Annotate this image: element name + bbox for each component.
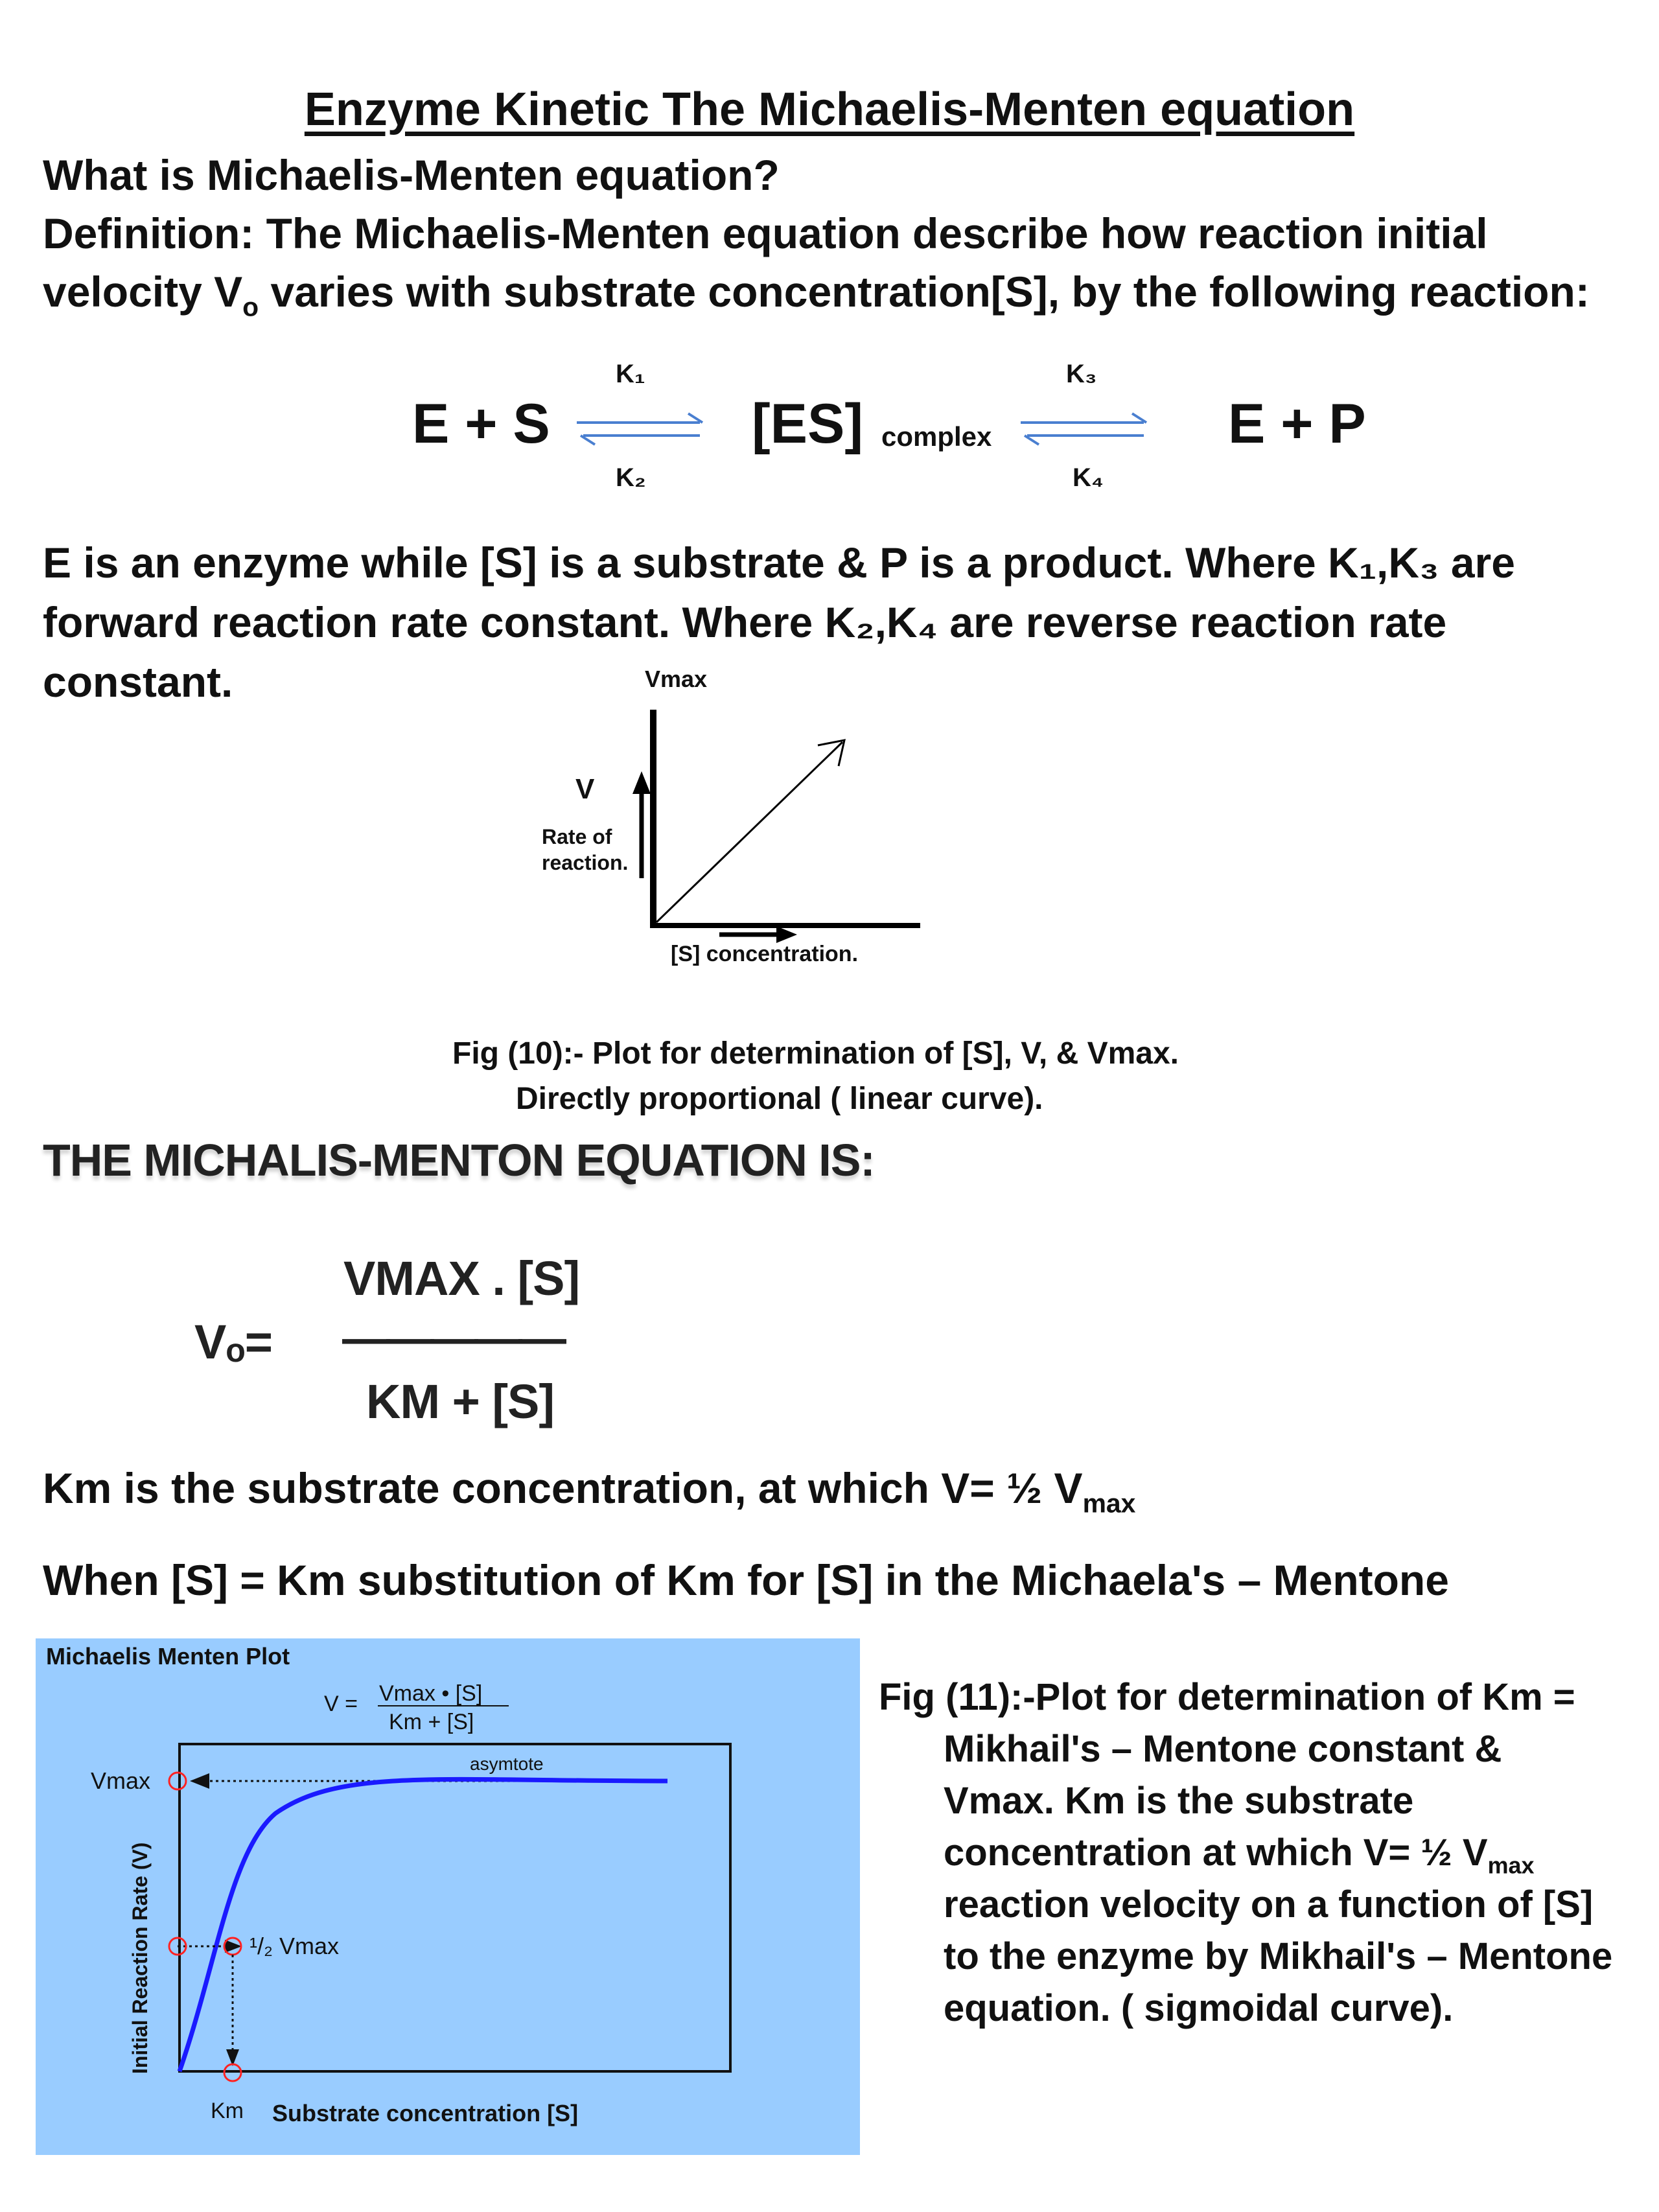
fig11-panel-title: Michaelis Menten Plot — [46, 1643, 290, 1670]
definition-line-1: Definition: The Michaelis-Menten equation describe how reaction initial — [43, 209, 1488, 257]
fig11-caption-line-3: Vmax. Km is the substrate — [944, 1780, 1414, 1822]
equilibrium-arrow-2 — [1014, 402, 1157, 454]
reaction-left: E + S — [412, 393, 550, 455]
explanation-line-3: constant. — [43, 658, 233, 706]
fig11-caption-line-6: to the enzyme by Mikhail's – Mentone — [944, 1935, 1613, 1977]
explanation-line-2: forward reaction rate constant. Where K₂,K₄ are reverse reaction rate — [43, 598, 1447, 646]
fig11-formula-denominator: Km + [S] — [389, 1710, 474, 1734]
fig11-caption-line-7: equation. ( sigmoidal curve). — [944, 1987, 1454, 2029]
rate-constant-k3: K₃ — [1066, 360, 1097, 388]
substitution-line: When [S] = Km substitution of Km for [S] in the Michaela's – Mentone — [43, 1556, 1449, 1604]
fig11-km-label: Km — [211, 2099, 244, 2123]
fig10-caption-1: Fig (10):- Plot for determination of [S], V, & Vmax. — [452, 1036, 1179, 1071]
km-definition-line — [43, 1463, 1135, 1519]
fig11-caption-line-2: Mikhail's – Mentone constant & — [944, 1728, 1502, 1770]
rate-constant-k1: K₁ — [616, 360, 645, 388]
definition-velocity: velocity V — [43, 268, 243, 316]
reaction-right: E + P — [1228, 393, 1366, 455]
km-definition-text: Km is the substrate concentration, at which V= ½ V — [43, 1464, 1083, 1512]
fig11-caption-line-1: Fig (11):-Plot for determination of Km = — [879, 1676, 1575, 1718]
fig11-formula-numerator: Vmax • [S] — [379, 1681, 483, 1706]
equilibrium-arrow-1 — [570, 402, 713, 454]
rate-constant-k4: K₄ — [1073, 463, 1104, 492]
equation-denominator: KM + [S] — [366, 1375, 555, 1428]
equation-fraction-bar: ————— — [342, 1311, 563, 1365]
fig11-vmax-label: Vmax — [91, 1767, 151, 1794]
fig10-v-label: V — [575, 773, 595, 805]
definition-line-2 — [43, 267, 1590, 322]
fig10-rate-label-2: reaction. — [542, 851, 629, 874]
fig11-caption-line-4-sub: max — [1487, 1852, 1535, 1879]
page-title: Enzyme Kinetic The Michaelis-Menten equation — [304, 84, 1355, 135]
question: What is Michaelis-Menten equation? — [43, 151, 780, 199]
fig11-michaelis-menten-plot — [36, 1638, 860, 2155]
explanation-line-1: E is an enzyme while [S] is a substrate & P is a product. Where K₁,K₃ are — [43, 539, 1515, 587]
fig11-caption-line-5: reaction velocity on a function of [S] — [944, 1883, 1594, 1926]
definition-rest: varies with substrate concentration[S], by the following reaction: — [259, 268, 1590, 316]
equation-heading: THE MICHALIS-MENTON EQUATION IS: — [43, 1135, 875, 1185]
reaction-complex-note: complex — [881, 421, 992, 452]
fig11-caption-line-4 — [944, 1831, 1535, 1880]
fig10-rate-label-1: Rate of — [542, 825, 612, 848]
fig11-caption-line-4-text: concentration at which V= ½ V — [944, 1832, 1488, 1874]
equation-lhs: Vₒ= — [194, 1315, 272, 1369]
fig10-x-label: [S] concentration. — [671, 942, 859, 966]
fig11-half-vmax-label: ¹/₂ Vmax — [249, 1933, 339, 1959]
equation-numerator: VMAX . [S] — [343, 1252, 580, 1305]
rate-constant-k2: K₂ — [616, 463, 646, 492]
km-definition-sub: max — [1082, 1488, 1136, 1519]
fig10-s-arrowhead — [776, 926, 797, 943]
fig11-x-axis-title: Substrate concentration [S] — [272, 2100, 579, 2126]
fig10-linear-line — [656, 742, 842, 922]
reaction-complex: [ES] — [752, 393, 863, 455]
fig10-caption-2: Directly proportional ( linear curve). — [516, 1082, 1043, 1116]
fig10-vmax-label: Vmax — [645, 666, 708, 692]
fig11-y-axis-title: Initial Reaction Rate (V) — [128, 1842, 152, 2074]
fig11-formula-lhs: V = — [324, 1692, 358, 1716]
definition-velocity-sub: o — [242, 292, 259, 322]
fig11-asymptote-label: asymtote — [470, 1754, 544, 1774]
fig10-linear-plot — [518, 655, 959, 979]
fig10-v-arrowhead — [632, 771, 651, 794]
